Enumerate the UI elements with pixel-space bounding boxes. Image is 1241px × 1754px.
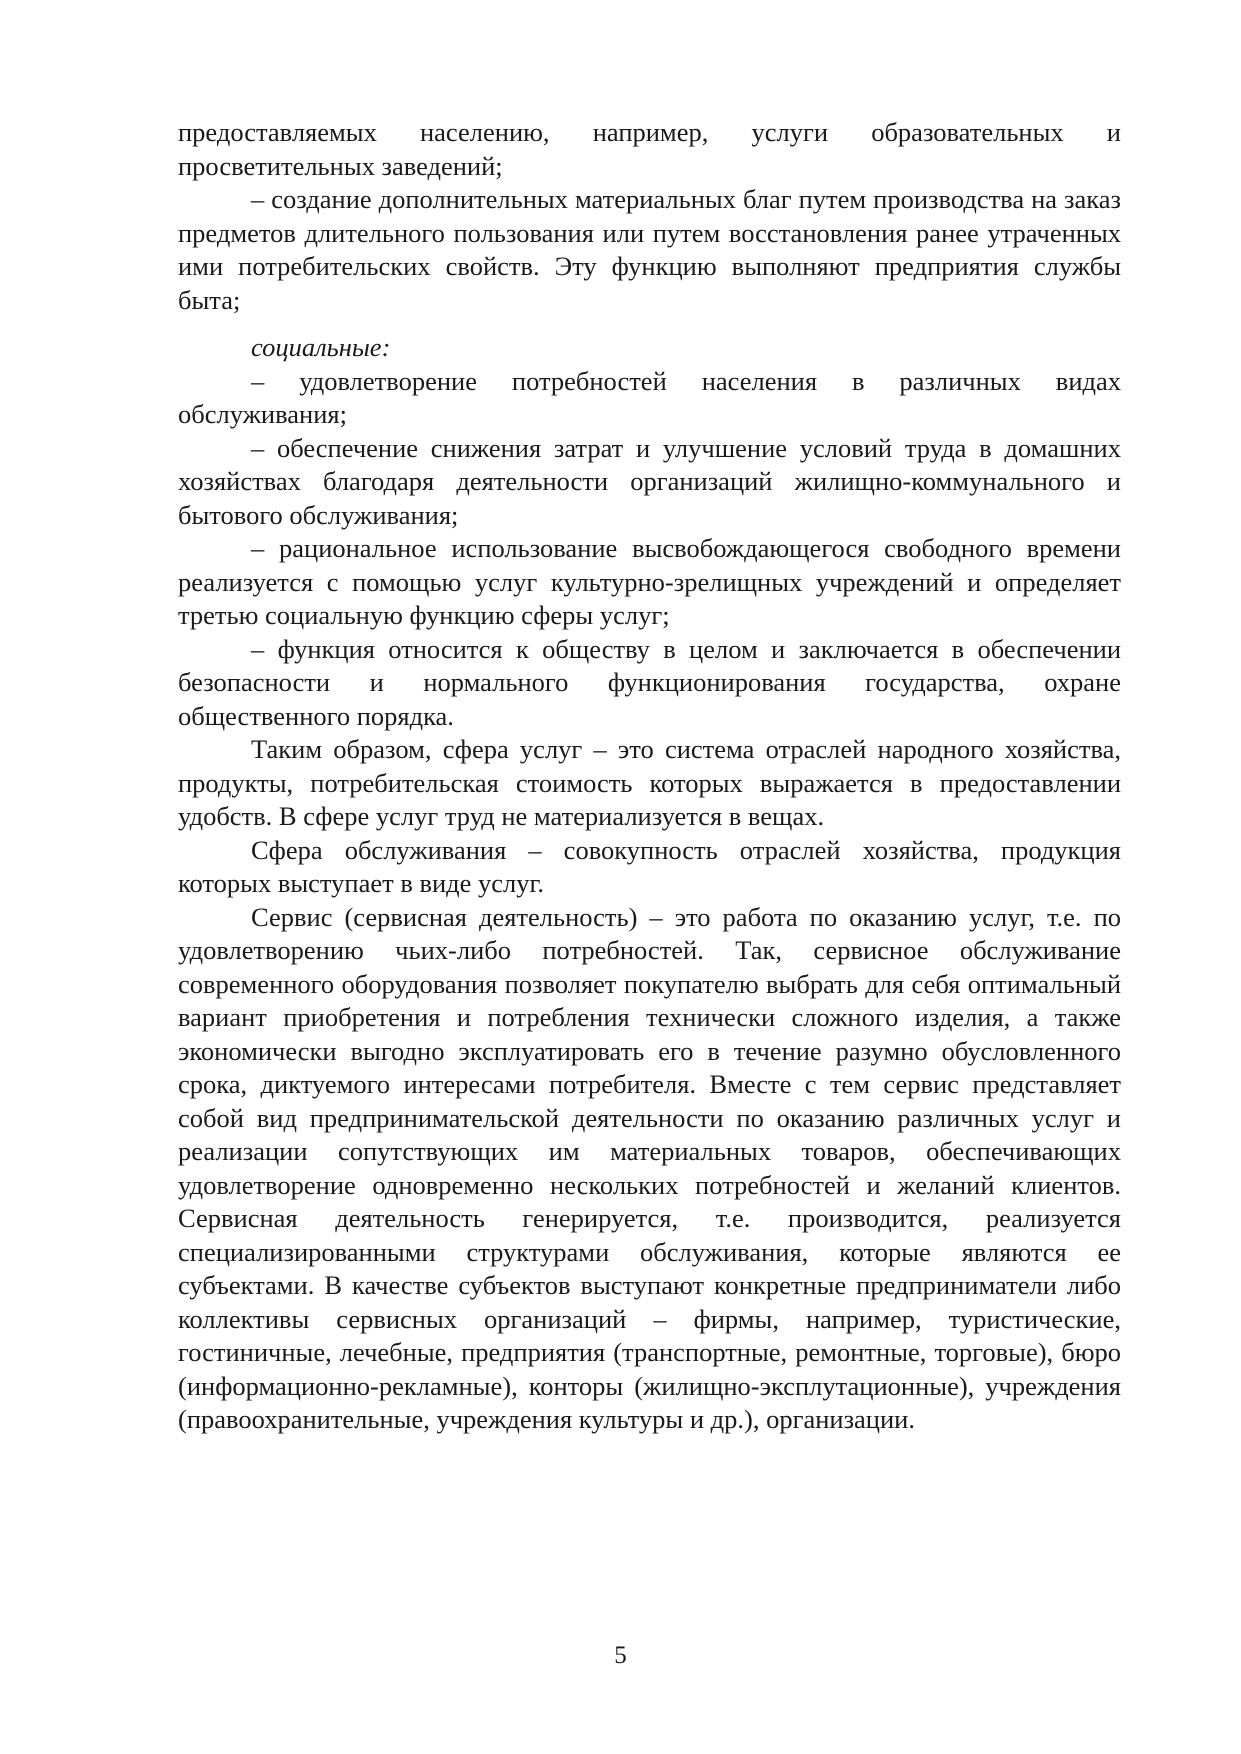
paragraph-free-time: – рациональное использование высвобождающегося свободного времени реализуется с помощью услуг культурно-зрелищных учреждений и определяет третью социальную функцию сферы услуг; bbox=[178, 533, 1121, 630]
section-heading-social: социальные: bbox=[251, 332, 391, 362]
page-number: 5 bbox=[614, 1642, 627, 1669]
paragraph-safety: – функция относится к обществу в целом и заключается в обеспечении безопасности и нормального функционирования государства, охране общественного порядка. bbox=[178, 633, 1121, 731]
paragraph-service-definition: Сервис (сервисная деятельность) – это работа по оказанию услуг, т.е. по удовлетворению чьих-либо потребностей. Так, сервисное обслуживание современного оборудования позволяет покупателю выбрать для себя оптимальный вариант приобретения и потребления технически сложного изделия, а также экономически выгодно эксплуатировать его в течение разумно обусловленного срока, диктуемого интересами потребителя. Вместе с тем сервис представляет собой вид предпринимательской деятельности по оказанию различных услуг и реализации сопутствующих им материальных товаров, обеспечивающих удовлетворение одновременно нескольких потребностей и желаний клиентов. Сервисная деятельность генерируется, т.е. производится, реализуется специализированными структурами обслуживания, которые являются ее субъектами. В качестве субъектов выступают конкретные предприниматели либо коллективы сервисных организаций – фирмы, например, туристические, гостиничные, лечебные, предприятия (транспортные, ремонтные, торговые), бюро (информационно-рекламные), конторы (жилищно-эксплутационные), учреждения (правоохранительные, учреждения культуры и др.), организации. bbox=[178, 901, 1121, 1434]
paragraph-costs: – обеспечение снижения затрат и улучшение условий труда в домашних хозяйствах благодаря деятельности организаций жилищно-коммунального и бытового обслуживания; bbox=[178, 432, 1121, 530]
paragraph-service-sphere: Таким образом, сфера услуг – это система отраслей народного хозяйства, продукты, потребительская стоимость которых выражается в предоставлении удобств. В сфере услуг труд не материализуется в вещах. bbox=[178, 734, 1121, 831]
paragraph-continuation: предоставляемых населению, например, услуги образовательных и просветительных заведений; bbox=[178, 117, 1121, 181]
body-text bbox=[178, 116, 1121, 1437]
paragraph-service-field: Сфера обслуживания – совокупность отраслей хозяйства, продукция которых выступает в виде услуг. bbox=[178, 834, 1121, 898]
paragraph-needs: – удовлетворение потребностей населения в различных видах обслуживания; bbox=[178, 365, 1121, 429]
paragraph-material-goods: – создание дополнительных материальных благ путем производства на заказ предметов длительного пользования или путем восстановления ранее утраченных ими потребительских свойств. Эту функцию выполняют предприятия службы быта; bbox=[178, 184, 1121, 315]
